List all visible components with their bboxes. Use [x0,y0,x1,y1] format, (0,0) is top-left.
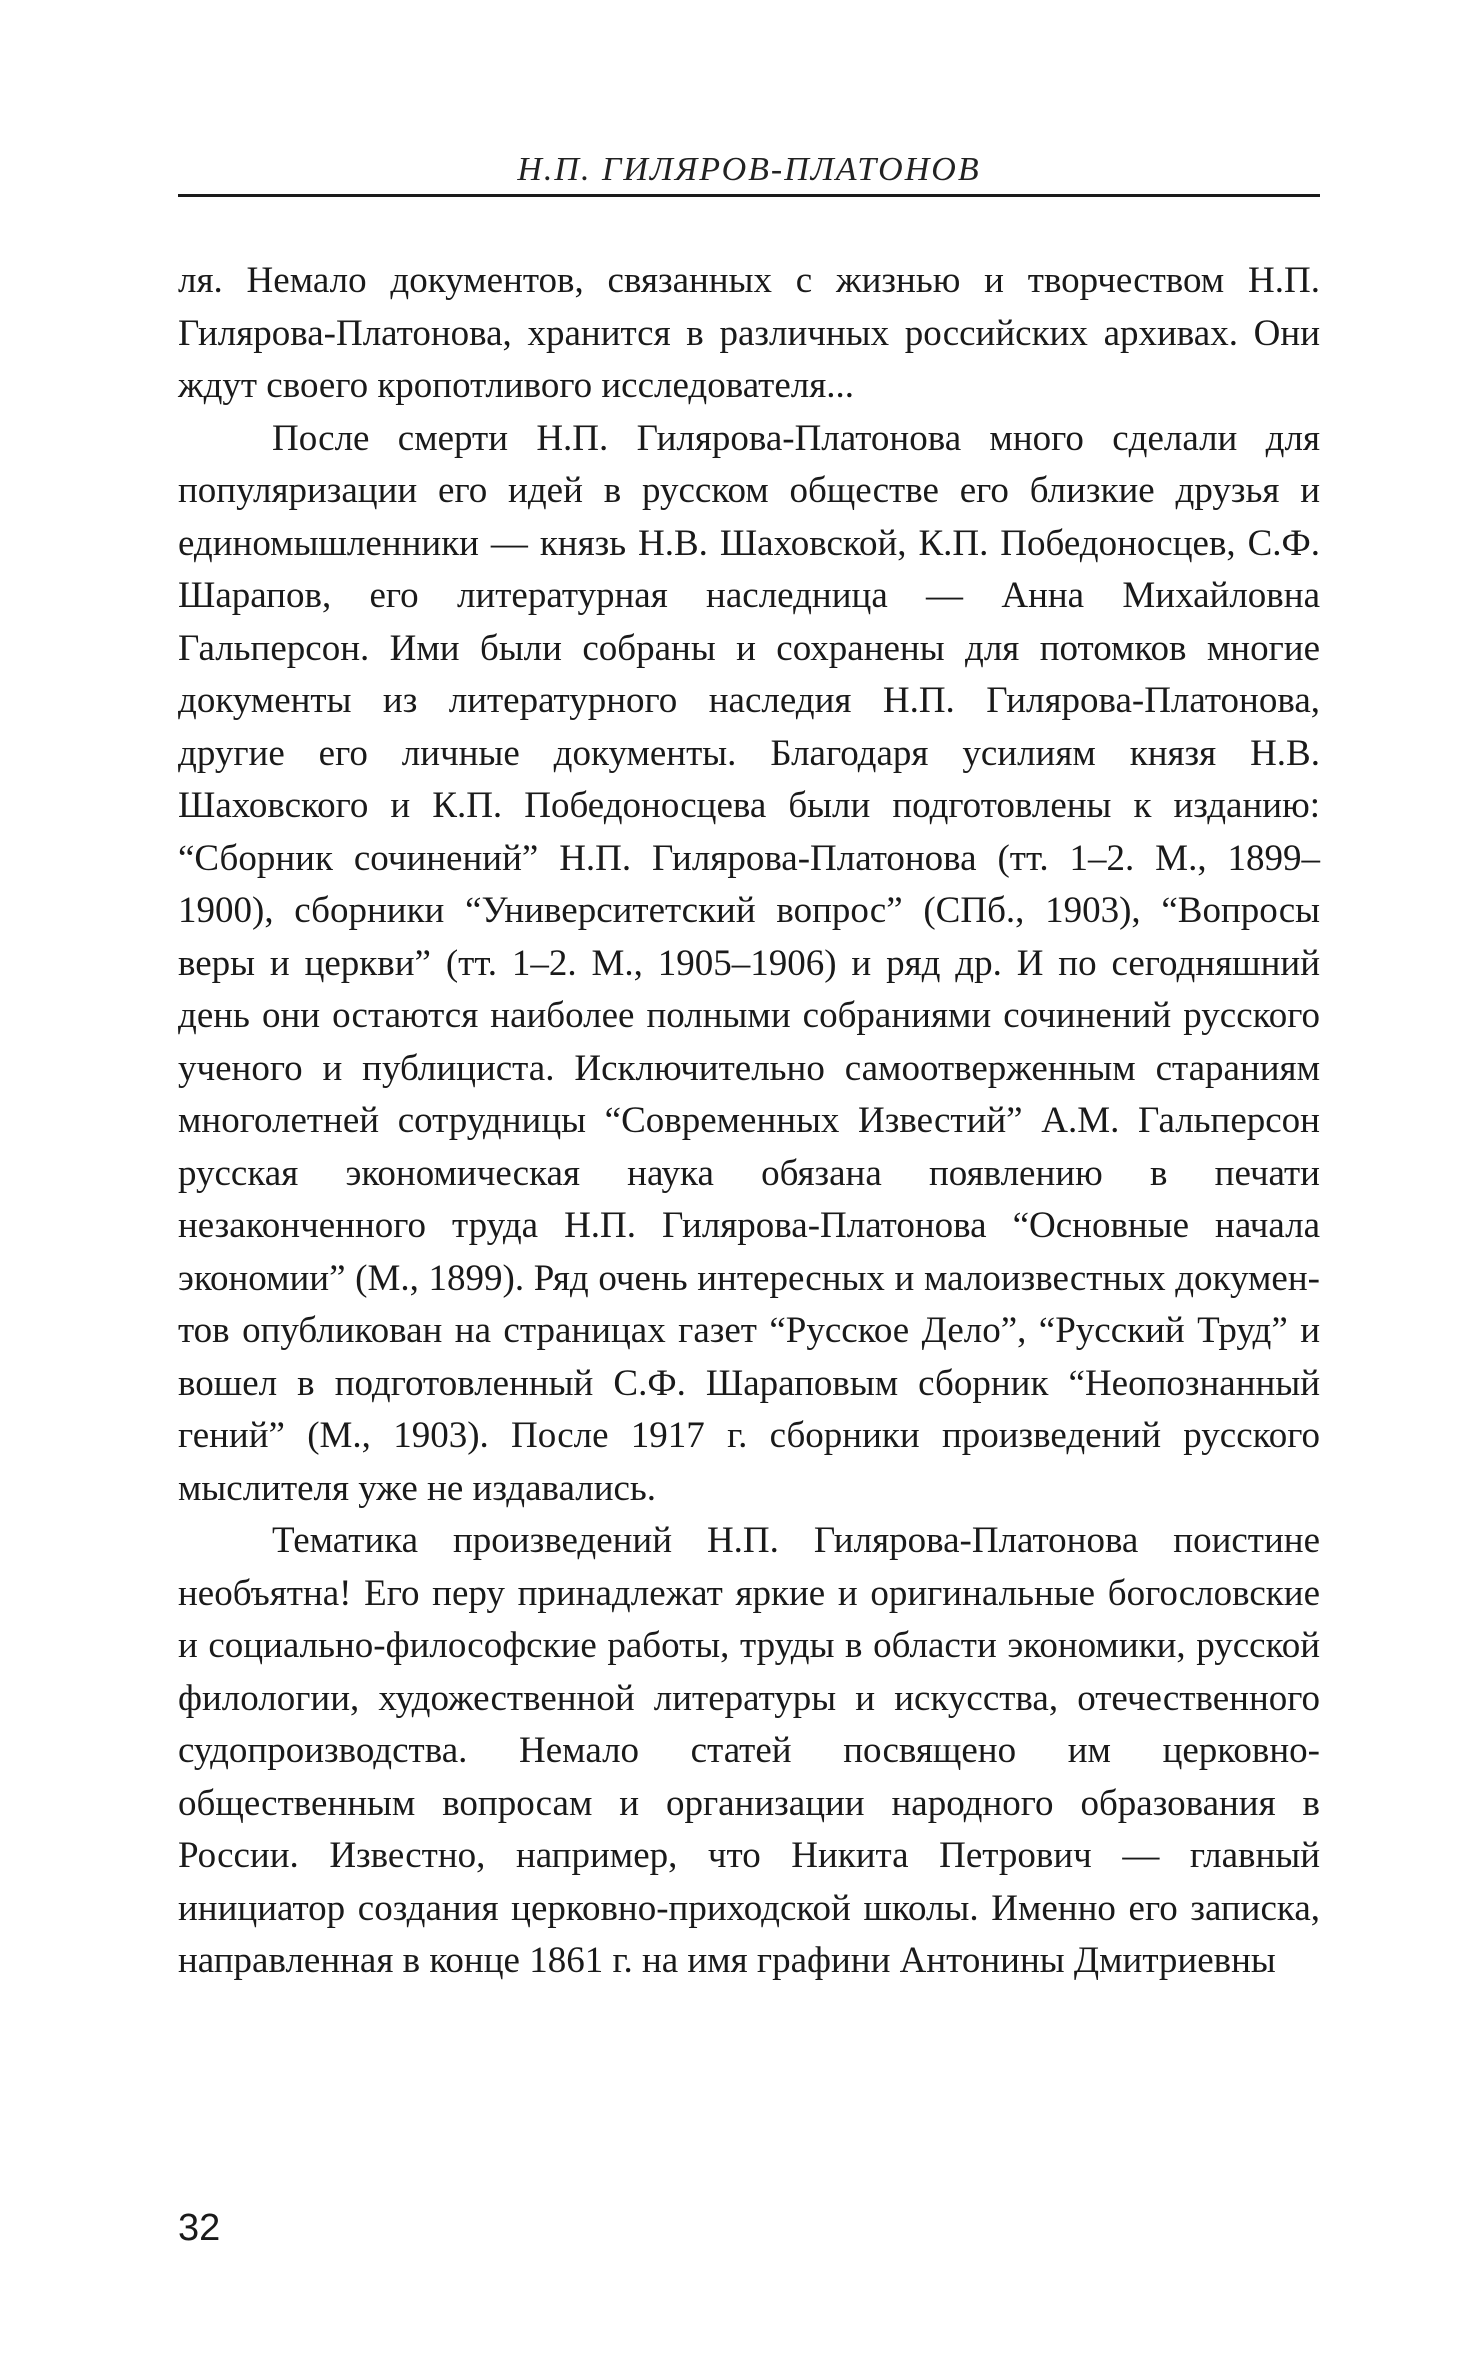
page-number: 32 [178,2207,221,2249]
body-text [178,255,1320,1988]
running-head: Н.П. ГИЛЯРОВ-ПЛАТОНОВ [517,151,981,188]
header-rule [178,194,1320,197]
paragraph: Тематика произведений Н.П. Гилярова-Платонова поистине необъятна! Его перу принадлежат яркие и оригинальные богословские и социально-философские работы, труды в области экономики, русской филологии, художественной литературы и искусства, отечественного судопроизводства. Немало статей посвящено им церковно-общественным вопросам и организации народного образования в России. Известно, например, что Никита Петрович — главный инициатор создания церковно-приходской школы. Именно его записка, направленная в конце 1861 г. на имя графини Антонины Дмитриевны [178,1520,1320,1981]
paragraph-continued: ля. Немало документов, связанных с жизнью и творчеством Н.П. Гилярова-Платонова, хранится в различных российских архивах. Они ждут своего кропотливого исследователя... [178,260,1320,406]
paragraph: После смерти Н.П. Гилярова-Платонова много сделали для популяризации его идей в русском обществе его близкие друзья и единомышленники — князь Н.В. Шаховской, К.П. Победоносцев, С.Ф. Шарапов, его литературная наследница — Анна Михайловна Гальперсон. Ими были собраны и сохранены для потомков многие документы из литературного наследия Н.П. Гилярова-Платонова, другие его личные документы. Благодаря усилиям князя Н.В. Шаховского и К.П. Победоносцева были подготовлены к изданию: “Сборник сочинений” Н.П. Гилярова-Платонова (тт. 1–2. М., 1899–1900), сборники “Университетский вопрос” (СПб., 1903), “Вопросы веры и церкви” (тт. 1–2. М., 1905–1906) и ряд др. И по сегодняшний день они остаются наиболее полными собраниями сочинений русского ученого и публициста. Исключительно самоотверженным стараниям многолетней сотрудницы “Современных Известий” А.М. Гальперсон русская экономическая наука обязана появлению в печати незаконченного труда Н.П. Гилярова-Платонова “Основные начала экономии” (М., 1899). Ряд очень интересных и малоизвестных документов опубликован на страницах газет “Русское Дело”, “Русский Труд” и вошел в подготовленный С.Ф. Шараповым сборник “Неопознанный гений” (М., 1903). После 1917 г. сборники произведений русского мыслителя уже не издавались. [178,417,1320,1509]
